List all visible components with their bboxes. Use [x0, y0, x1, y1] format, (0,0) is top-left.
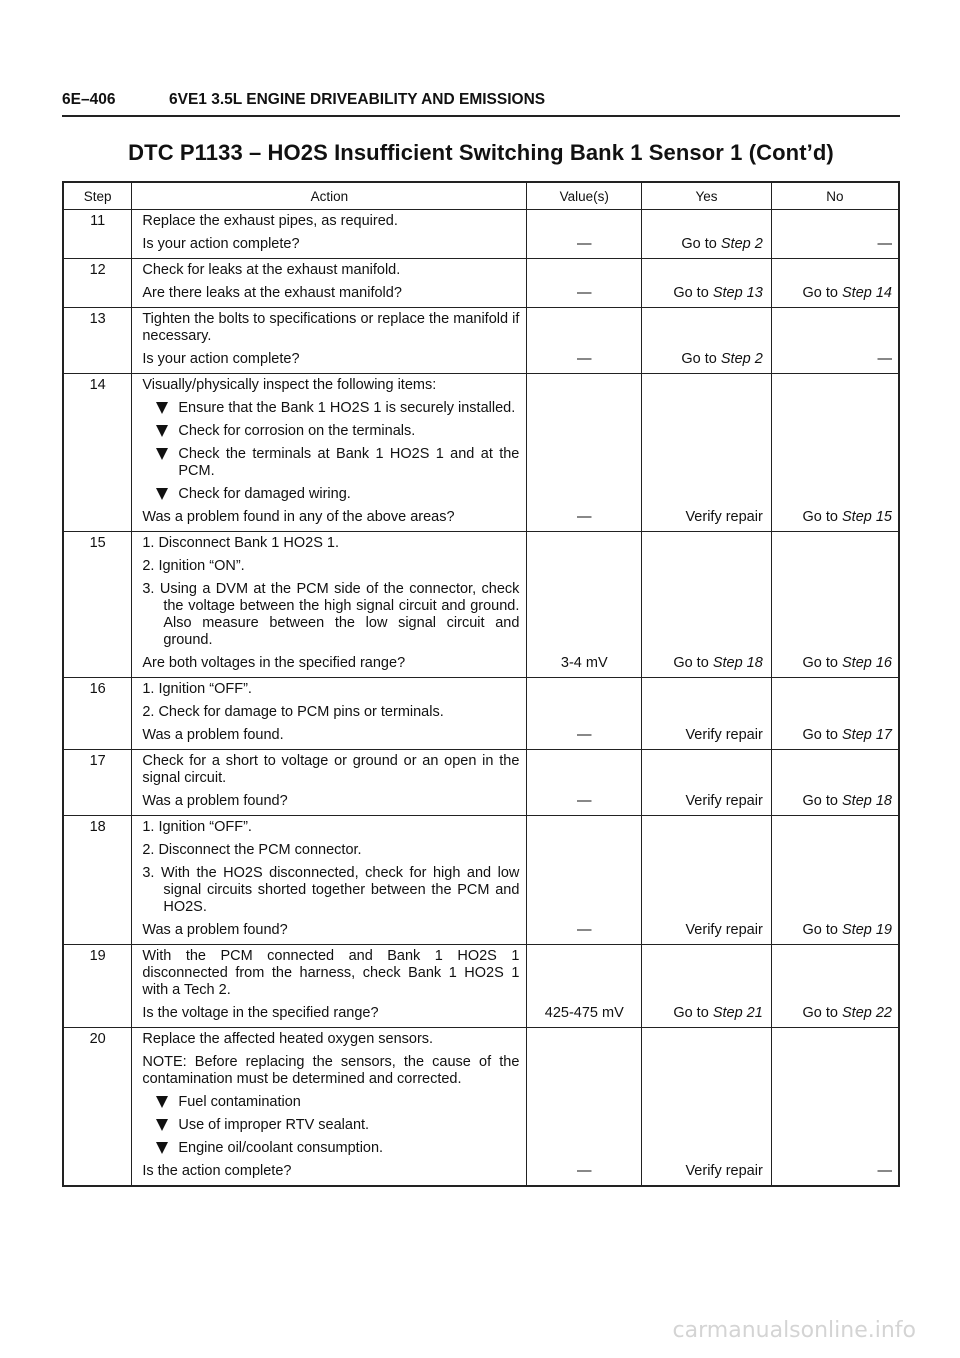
action-question: Was a problem found.: [142, 727, 284, 743]
col-header-yes: Yes: [642, 182, 772, 210]
action-text: Check for a short to voltage or ground or an open in the signal circuit.: [142, 753, 520, 786]
bullet-item: Check for corrosion on the terminals.: [142, 423, 519, 440]
yes-result: Verify repair: [685, 509, 763, 525]
step-reference: Step 17: [842, 727, 892, 743]
table-row: [63, 210, 899, 259]
step-number: 18: [63, 816, 132, 945]
yes-cell: [642, 308, 772, 374]
go-to-label: Go to: [802, 922, 838, 938]
step-reference: Step 14: [842, 285, 892, 301]
numbered-item: 3. Using a DVM at the PCM side of the connector, check the voltage between the high signal circuit and ground. Also measure between the low signal circuit and ground.: [142, 581, 520, 648]
go-to-label: Go to: [802, 793, 838, 809]
value-cell: —: [527, 816, 642, 945]
step-number: 16: [63, 678, 132, 750]
go-to-label: Go to: [802, 285, 838, 301]
no-cell: [771, 374, 899, 532]
yes-result: Verify repair: [685, 922, 763, 938]
action-text: Check for leaks at the exhaust manifold.: [142, 262, 401, 278]
numbered-item: 2. Disconnect the PCM connector.: [142, 842, 362, 858]
action-cell: [132, 308, 527, 374]
step-reference: Step 15: [842, 509, 892, 525]
step-reference: Step 22: [842, 1005, 892, 1021]
go-to-label: Go to: [673, 1005, 709, 1021]
table-row: [63, 750, 899, 816]
numbered-item: 2. Ignition “ON”.: [142, 558, 245, 574]
page-number: 6E–406: [62, 91, 116, 108]
value-cell: —: [527, 678, 642, 750]
yes-cell: [642, 374, 772, 532]
table-row: [63, 374, 899, 532]
value-cell: —: [527, 210, 642, 259]
yes-result: Verify repair: [685, 793, 763, 809]
table-row: [63, 259, 899, 308]
go-to-label: Go to: [673, 655, 709, 671]
action-question: Was a problem found in any of the above areas?: [142, 509, 455, 525]
table-header-row: [63, 182, 899, 210]
table-row: [63, 1028, 899, 1187]
watermark: carmanualsonline.info: [672, 1318, 916, 1343]
note-text: NOTE: Before replacing the sensors, the cause of the contamination must be determined and corrected.: [142, 1054, 520, 1087]
action-cell: [132, 1028, 527, 1187]
no-result: —: [877, 1163, 892, 1179]
action-cell: [132, 816, 527, 945]
action-question: Was a problem found?: [142, 793, 288, 809]
yes-cell: [642, 816, 772, 945]
step-number: 19: [63, 945, 132, 1028]
value-cell: 3-4 mV: [527, 532, 642, 678]
yes-cell: [642, 678, 772, 750]
action-cell: [132, 374, 527, 532]
action-question: Are both voltages in the specified range?: [142, 655, 406, 671]
no-cell: [771, 308, 899, 374]
no-cell: [771, 750, 899, 816]
numbered-item: 2. Check for damage to PCM pins or terminals.: [142, 704, 444, 720]
no-cell: [771, 1028, 899, 1187]
go-to-label: Go to: [802, 655, 838, 671]
section-title: 6VE1 3.5L ENGINE DRIVEABILITY AND EMISSIONS: [169, 91, 546, 108]
action-question: Is the voltage in the specified range?: [142, 1005, 379, 1021]
step-number: 11: [63, 210, 132, 259]
yes-cell: [642, 1028, 772, 1187]
step-number: 14: [63, 374, 132, 532]
no-cell: [771, 532, 899, 678]
action-cell: [132, 750, 527, 816]
table-row: [63, 945, 899, 1028]
step-reference: Step 18: [712, 655, 763, 671]
step-reference: Step 16: [842, 655, 892, 671]
no-cell: [771, 210, 899, 259]
step-reference: Step 19: [842, 922, 892, 938]
yes-result: Verify repair: [685, 727, 763, 743]
no-cell: [771, 259, 899, 308]
action-text: Tighten the bolts to specifications or replace the manifold if necessary.: [142, 311, 520, 344]
value-cell: —: [527, 308, 642, 374]
bullet-item: Check the terminals at Bank 1 HO2S 1 and at the PCM.: [142, 446, 519, 480]
table-row: [63, 532, 899, 678]
action-text: Replace the affected heated oxygen sensors.: [142, 1031, 434, 1047]
yes-cell: [642, 259, 772, 308]
go-to-label: Go to: [802, 509, 838, 525]
action-cell: [132, 945, 527, 1028]
no-result: —: [877, 351, 892, 367]
yes-cell: [642, 750, 772, 816]
step-number: 17: [63, 750, 132, 816]
action-question: Is the action complete?: [142, 1163, 292, 1179]
action-cell: [132, 210, 527, 259]
step-number: 12: [63, 259, 132, 308]
col-header-no: No: [771, 182, 899, 210]
step-number: 20: [63, 1028, 132, 1187]
bullet-item: Engine oil/coolant consumption.: [142, 1140, 519, 1157]
go-to-label: Go to: [802, 727, 838, 743]
table-row: [63, 816, 899, 945]
col-header-step: Step: [63, 182, 132, 210]
go-to-label: Go to: [673, 285, 709, 301]
action-question: Are there leaks at the exhaust manifold?: [142, 285, 402, 301]
action-question: Is your action complete?: [142, 351, 300, 367]
value-cell: —: [527, 259, 642, 308]
numbered-item: 1. Ignition “OFF”.: [142, 681, 252, 697]
step-reference: Step 2: [720, 351, 763, 367]
bullet-item: Ensure that the Bank 1 HO2S 1 is securely installed.: [142, 400, 519, 417]
value-cell: —: [527, 1028, 642, 1187]
action-question: Is your action complete?: [142, 236, 300, 252]
numbered-item: 1. Ignition “OFF”.: [142, 819, 252, 835]
go-to-label: Go to: [681, 351, 717, 367]
action-cell: [132, 259, 527, 308]
page-title: DTC P1133 – HO2S Insufficient Switching Bank 1 Sensor 1 (Cont’d): [128, 140, 834, 165]
no-cell: [771, 945, 899, 1028]
no-cell: [771, 816, 899, 945]
value-cell: —: [527, 374, 642, 532]
bullet-item: Use of improper RTV sealant.: [142, 1117, 519, 1134]
col-header-action: Action: [132, 182, 527, 210]
yes-cell: [642, 532, 772, 678]
action-cell: [132, 678, 527, 750]
bullet-item: Fuel contamination: [142, 1094, 519, 1111]
go-to-label: Go to: [802, 1005, 838, 1021]
step-reference: Step 13: [712, 285, 763, 301]
action-cell: [132, 532, 527, 678]
no-cell: [771, 678, 899, 750]
yes-result: Verify repair: [685, 1163, 763, 1179]
step-reference: Step 2: [720, 236, 763, 252]
action-text: Visually/physically inspect the following items:: [142, 377, 437, 393]
yes-cell: [642, 210, 772, 259]
value-cell: —: [527, 750, 642, 816]
diagnostic-table: [62, 181, 900, 1187]
go-to-label: Go to: [681, 236, 717, 252]
step-reference: Step 18: [842, 793, 892, 809]
step-number: 15: [63, 532, 132, 678]
col-header-values: Value(s): [527, 182, 642, 210]
yes-cell: [642, 945, 772, 1028]
no-result: —: [877, 236, 892, 252]
action-text: With the PCM connected and Bank 1 HO2S 1 disconnected from the harness, check Bank 1 HO2S 1 with a Tech 2.: [142, 948, 520, 998]
numbered-item: 1. Disconnect Bank 1 HO2S 1.: [142, 535, 339, 551]
step-number: 13: [63, 308, 132, 374]
table-row: [63, 678, 899, 750]
step-reference: Step 21: [712, 1005, 763, 1021]
numbered-item: 3. With the HO2S disconnected, check for high and low signal circuits shorted together between the PCM and HO2S.: [142, 865, 520, 915]
value-cell: 425-475 mV: [527, 945, 642, 1028]
action-text: Replace the exhaust pipes, as required.: [142, 213, 398, 229]
bullet-item: Check for damaged wiring.: [142, 486, 519, 503]
page-header: [62, 91, 900, 117]
action-question: Was a problem found?: [142, 922, 288, 938]
table-row: [63, 308, 899, 374]
